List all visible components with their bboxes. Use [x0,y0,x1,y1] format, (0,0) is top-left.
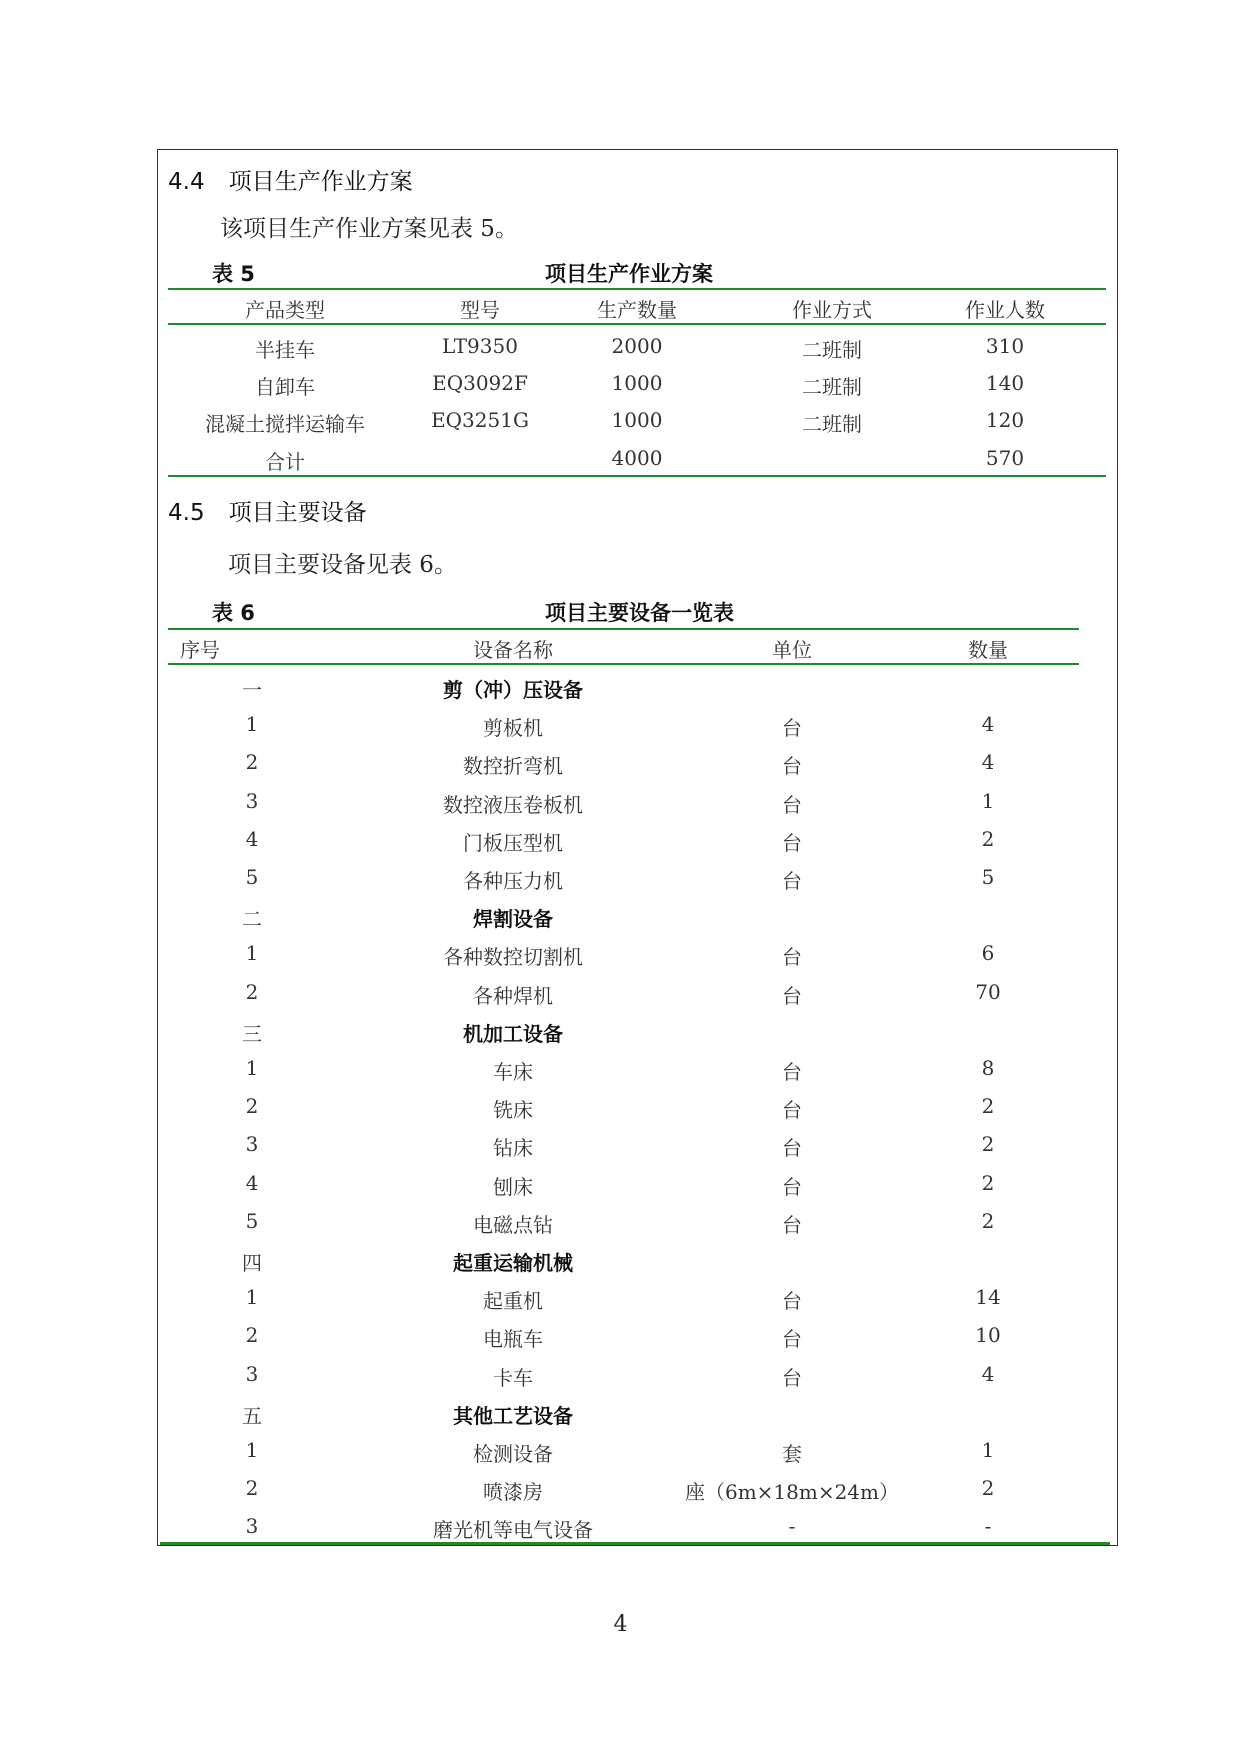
table6-cell: 2 [245,1476,259,1500]
table5-cell: 混凝土搅拌运输车 [205,412,365,436]
table6-cell: 台 [782,831,802,855]
table6-cell: 台 [782,869,802,893]
table6-cell: 电磁点钻 [473,1213,553,1237]
table5-cell: 二班制 [802,412,862,436]
table6-cell: 1 [245,1285,259,1309]
table6-cell: 4 [981,712,995,736]
table5-top-rule [168,288,1106,290]
table6-cell: 2 [981,1132,995,1156]
table6-cell: 数控液压卷板机 [443,793,583,817]
table5-cell: 二班制 [802,338,862,362]
page-number: 4 [613,1612,628,1637]
table6-cell: 3 [245,1514,259,1538]
table6-cell: 台 [782,1060,802,1084]
table6-cell: 台 [782,1366,802,1390]
table5-header-rule [168,323,1106,325]
table6-cell: 台 [782,945,802,969]
table6-cell: 1 [245,712,259,736]
table5-label: 表 5 [212,262,255,286]
table5-cell: 二班制 [802,375,862,399]
table6-group-title: 剪（冲）压设备 [443,678,583,702]
section-number: 4.4 [168,169,205,195]
table6-cell: 台 [782,984,802,1008]
table6-cell: 台 [782,1327,802,1351]
table6-cell: 70 [975,980,1001,1004]
table6-cell: 二 [242,907,262,931]
table6-cell: 磨光机等电气设备 [433,1518,593,1542]
table6-cell: 2 [245,1323,259,1347]
table6-cell: 5 [245,1209,259,1233]
table6-cell: 套 [782,1442,802,1466]
table6-cell: 6 [981,941,995,965]
table6-cell: 一 [242,678,262,702]
table5-cell: 140 [985,371,1025,395]
table6-column-header: 设备名称 [473,638,553,662]
table6-cell: 1 [245,1438,259,1462]
table6-cell: 5 [245,865,259,889]
table5-column-header: 产品类型 [245,298,325,322]
table5-cell: 1000 [611,371,663,395]
table6-cell: 数控折弯机 [463,754,563,778]
table6-cell: 4 [981,750,995,774]
table6-cell: 座（6m×18m×24m） [684,1480,900,1504]
table6-cell: 4 [981,1362,995,1386]
table5-cell: 310 [985,334,1025,358]
table6-cell: 各种焊机 [473,984,553,1008]
table6-cell: 台 [782,793,802,817]
table6-label: 表 6 [212,601,255,625]
table6-cell: 四 [242,1251,262,1275]
table5-cell: 4000 [611,446,663,470]
table6-column-header: 数量 [968,638,1008,662]
table6-cell: 3 [245,1132,259,1156]
table5-column-header: 作业方式 [792,298,872,322]
table6-column-header: 单位 [772,638,812,662]
table6-cell: 5 [981,865,995,889]
table5-cell: 1000 [611,408,663,432]
table5-column-header: 型号 [460,298,500,322]
table6-cell: - [788,1514,796,1538]
table6-cell: 门板压型机 [463,831,563,855]
table6-cell: 10 [975,1323,1001,1347]
table5-cell: 半挂车 [255,338,315,362]
section-title: 项目生产作业方案 [228,169,413,195]
table6-cell: 起重机 [483,1289,543,1313]
table6-cell: 台 [782,716,802,740]
section-title: 项目主要设备 [228,500,367,526]
table5-cell: 自卸车 [255,375,315,399]
table6-cell: - [984,1514,992,1538]
table6-cell: 台 [782,1098,802,1122]
table6-cell: 2 [981,1476,995,1500]
table5-cell: 570 [985,446,1025,470]
table5-column-header: 作业人数 [965,298,1045,322]
table6-cell: 2 [245,1094,259,1118]
table6-header-rule [168,663,1079,665]
table6-cell: 1 [245,941,259,965]
section-heading-4-5 [168,494,367,527]
table6-title: 项目主要设备一览表 [545,601,734,625]
table6-group-title: 其他工艺设备 [453,1404,573,1428]
table6-cell: 各种数控切割机 [443,945,583,969]
table6-cell: 4 [245,1171,259,1195]
table5-cell: 120 [985,408,1025,432]
section-heading-4-4 [168,163,413,196]
table6-cell: 台 [782,1136,802,1160]
table6-cell: 4 [245,827,259,851]
table5-title: 项目生产作业方案 [545,262,713,286]
table6-cell: 刨床 [493,1175,533,1199]
table6-cell: 电瓶车 [483,1327,543,1351]
section-paragraph: 该项目生产作业方案见表 5。 [220,216,518,242]
table6-cell: 钻床 [493,1136,533,1160]
section-number: 4.5 [168,500,205,526]
table6-group-title: 焊割设备 [473,907,553,931]
table6-bottom-rule [160,1542,1110,1545]
table6-cell: 3 [245,1362,259,1386]
table6-cell: 车床 [493,1060,533,1084]
table6-cell: 剪板机 [483,716,543,740]
table6-cell: 2 [981,827,995,851]
table5-cell: 2000 [611,334,663,358]
table6-cell: 1 [981,1438,995,1462]
table6-cell: 卡车 [493,1366,533,1390]
table6-cell: 3 [245,789,259,813]
table6-group-title: 机加工设备 [463,1022,563,1046]
table6-cell: 台 [782,1213,802,1237]
table6-cell: 铣床 [493,1098,533,1122]
table6-cell: 各种压力机 [463,869,563,893]
table6-cell: 2 [981,1094,995,1118]
table6-cell: 2 [245,980,259,1004]
table6-cell: 2 [245,750,259,774]
table6-cell: 2 [981,1209,995,1233]
table6-cell: 1 [981,789,995,813]
table6-cell: 台 [782,754,802,778]
table6-cell: 2 [981,1171,995,1195]
table6-cell: 台 [782,1175,802,1199]
table6-cell: 8 [981,1056,995,1080]
table5-bottom-rule [168,475,1106,477]
table6-cell: 检测设备 [473,1442,553,1466]
table6-top-rule [168,628,1079,630]
section-paragraph: 项目主要设备见表 6。 [228,552,457,578]
table6-group-title: 起重运输机械 [453,1251,573,1275]
table6-cell: 1 [245,1056,259,1080]
table6-cell: 台 [782,1289,802,1313]
table6-cell: 五 [242,1404,262,1428]
table6-cell: 14 [975,1285,1001,1309]
table5-cell: EQ3251G [431,408,529,432]
table5-cell: LT9350 [442,334,518,358]
table5-column-header: 生产数量 [597,298,677,322]
table6-column-header: 序号 [180,638,220,662]
table6-cell: 三 [242,1022,262,1046]
table5-cell: 合计 [265,450,305,474]
table5-cell: EQ3092F [432,371,528,395]
table6-cell: 喷漆房 [483,1480,543,1504]
